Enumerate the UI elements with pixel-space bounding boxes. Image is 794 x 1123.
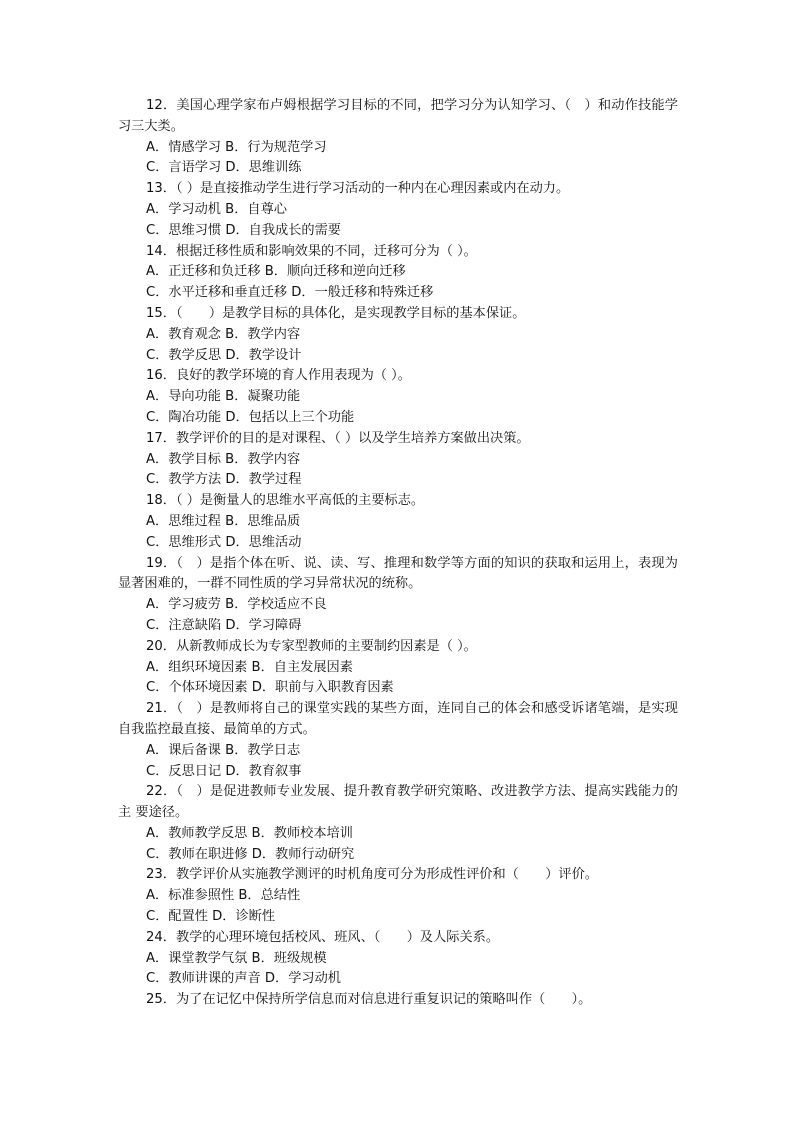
question-list	[118, 96, 678, 1011]
question-stem: 25．为了在记忆中保持所学信息而对信息进行重复识记的策略叫作（ ）。	[146, 992, 592, 1008]
question-24	[118, 928, 678, 990]
question-options-ab: A．教育观念 B．教学内容	[146, 326, 301, 342]
question-15	[118, 304, 678, 366]
question-stem: 16．良好的教学环境的育人作用表现为（ ）。	[146, 368, 411, 384]
question-options-cd: C．陶冶功能 D．包括以上三个功能	[146, 409, 355, 425]
question-stem: 12．美国心理学家布卢姆根据学习目标的不同，把学习分为认知学习、（ ）和动作技能学习三大类。	[118, 98, 678, 134]
question-13	[118, 179, 678, 241]
question-12	[118, 96, 678, 179]
question-options-ab: A．教学目标 B．教学内容	[146, 451, 301, 467]
question-18	[118, 491, 678, 553]
question-options-cd: C．水平迁移和垂直迁移 D．一般迁移和特殊迁移	[146, 285, 434, 301]
question-stem: 20．从新教师成长为专家型教师的主要制约因素是（ ）。	[146, 638, 477, 654]
question-options-ab: A．导向功能 B．凝聚功能	[146, 389, 301, 405]
question-stem: 21．（ ）是教师将自己的课堂实践的某些方面，连同自己的体会和感受诉诸笔端，是实现 自我监控最直接、最简单的方式。	[118, 701, 678, 737]
question-19	[118, 554, 678, 637]
question-20	[118, 637, 678, 699]
question-stem: 15．（ ）是教学目标的具体化，是实现教学目标的基本保证。	[146, 305, 526, 321]
question-options-ab: A．教师教学反思 B．教师校本培训	[146, 825, 353, 841]
question-options-cd: C．反思日记 D．教育叙事	[146, 763, 302, 779]
question-options-ab: A．学习动机 B．自尊心	[146, 201, 287, 217]
question-22	[118, 782, 678, 865]
question-options-ab: A．思维过程 B．思维品质	[146, 513, 301, 529]
question-23	[118, 865, 678, 927]
question-options-cd: C．个体环境因素 D．职前与入职教育因素	[146, 680, 394, 696]
question-17	[118, 429, 678, 491]
question-options-ab: A．课后备课 B．教学日志	[146, 742, 301, 758]
question-stem: 14．根据迁移性质和影响效果的不同，迁移可分为（ ）。	[146, 243, 477, 259]
question-stem: 22．（ ）是促进教师专业发展、提升教育教学研究策略、改进教学方法、提高实践能力的主 要途径。	[118, 784, 678, 821]
question-options-ab: A．正迁移和负迁移 B．顺向迁移和逆向迁移	[146, 264, 406, 280]
question-options-ab: A．课堂教学气氛 B．班级规模	[146, 950, 327, 966]
question-options-cd: C．教师讲课的声音 D．学习动机	[146, 971, 341, 987]
question-stem: 24．教学的心理环境包括校风、班风、（ ）及人际关系。	[146, 929, 500, 945]
question-stem: 17．教学评价的目的是对课程、（ ）以及学生培养方案做出决策。	[146, 430, 530, 446]
question-25	[118, 990, 678, 1011]
question-options-cd: C．配置性 D．诊断性	[146, 909, 276, 925]
question-stem: 18．（ ）是衡量人的思维水平高低的主要标志。	[146, 493, 425, 509]
question-stem: 19．（ ）是指个体在听、说、读、写、推理和数学等方面的知识的获取和运用上，表现为显著困难的，一群不同性质的学习异常状况的统称。	[118, 555, 678, 592]
question-options-cd: C．思维形式 D．思维活动	[146, 534, 302, 550]
question-stem: 23．教学评价从实施教学测评的时机角度可分为形成性评价和（ ）评价。	[146, 867, 598, 883]
question-options-ab: A．标准参照性 B．总结性	[146, 888, 301, 904]
question-options-ab: A．情感学习 B．行为规范学习	[146, 139, 327, 155]
question-options-cd: C．教学反思 D．教学设计	[146, 347, 302, 363]
question-options-cd: C．注意缺陷 D．学习障碍	[146, 617, 302, 633]
question-options-ab: A．学习疲劳 B．学校适应不良	[146, 597, 327, 613]
question-options-cd: C．言语学习 D．思维训练	[146, 160, 302, 176]
question-options-ab: A．组织环境因素 B．自主发展因素	[146, 659, 353, 675]
question-options-cd: C．教学方法 D．教学过程	[146, 472, 302, 488]
question-options-cd: C．思维习惯 D．自我成长的需要	[146, 222, 341, 238]
question-16	[118, 366, 678, 428]
question-21	[118, 699, 678, 782]
question-options-cd: C．教师在职进修 D．教师行动研究	[146, 846, 355, 862]
question-14	[118, 242, 678, 304]
question-stem: 13．（ ）是直接推动学生进行学习活动的一种内在心理因素或内在动力。	[146, 181, 570, 197]
